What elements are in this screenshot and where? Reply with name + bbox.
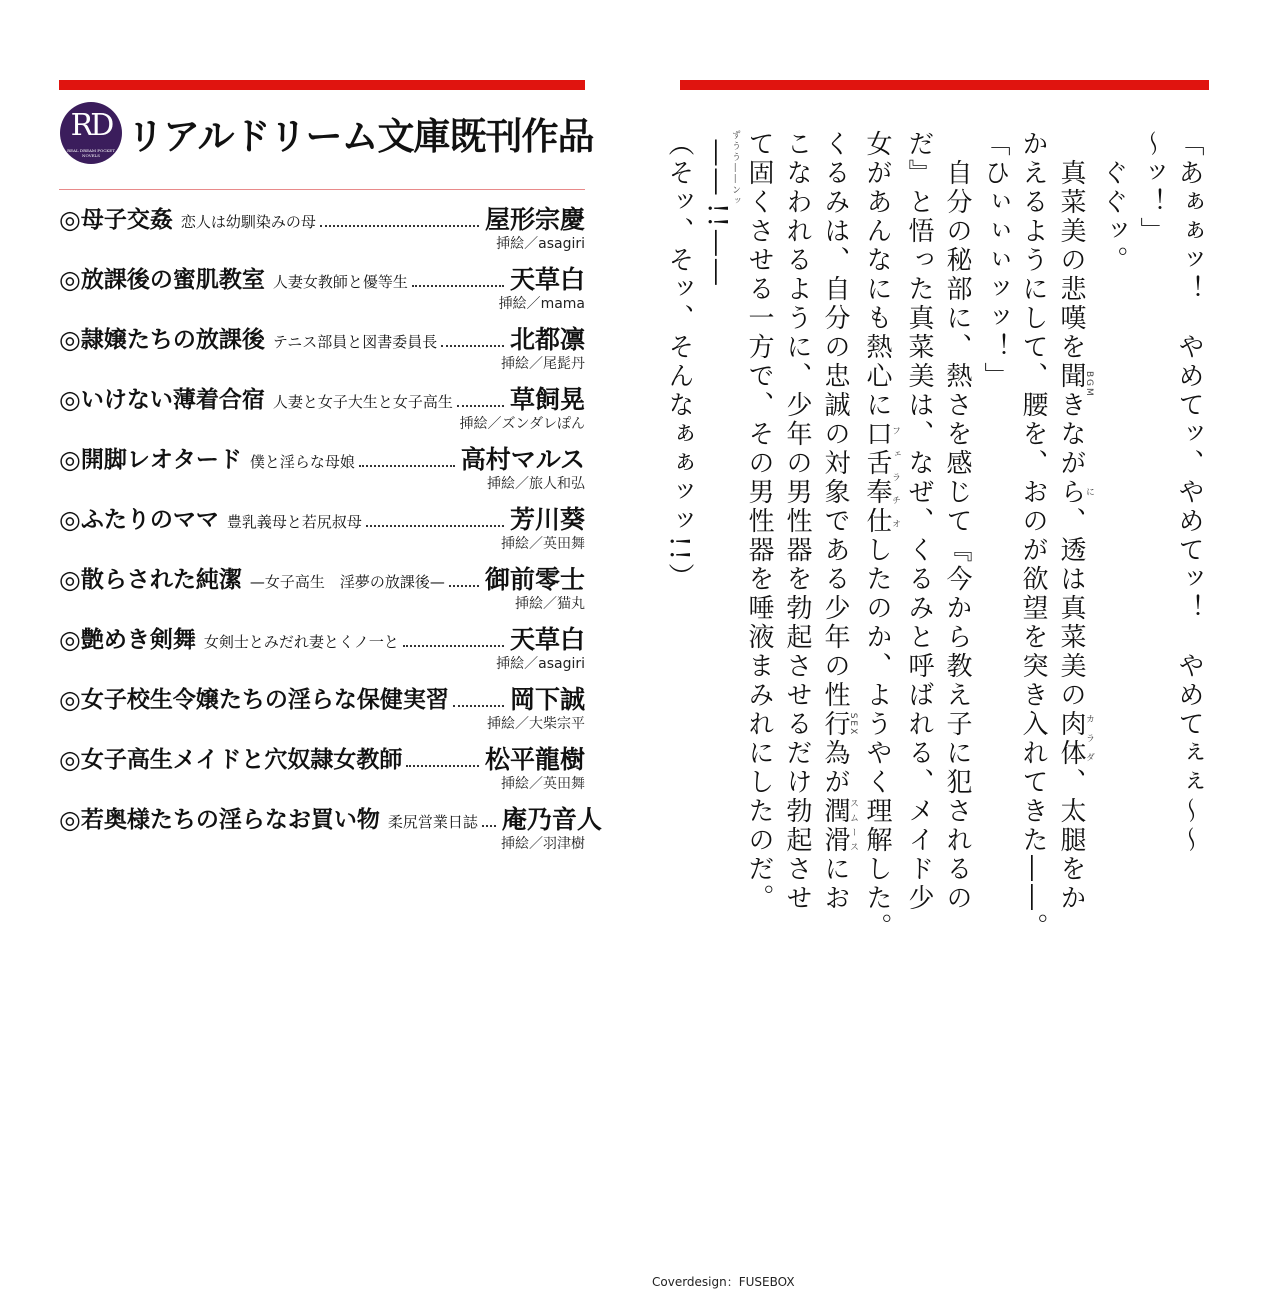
book-author: 天草白 xyxy=(509,265,585,294)
ruby-reading: SEX xyxy=(848,681,858,768)
illustrator-credit xyxy=(59,835,585,853)
leader-dots xyxy=(366,525,504,527)
text-segment: 、太腿をか xyxy=(1056,768,1086,913)
illustrator-credit xyxy=(59,775,585,793)
bullet-icon: ◎ xyxy=(59,445,81,474)
illustrator-prefix: 挿絵／ xyxy=(515,596,557,612)
leader-dots xyxy=(441,345,504,347)
illustrator-name: asagiri xyxy=(538,656,585,672)
book-title: 女子校生令嬢たちの淫らな保健実習 xyxy=(80,687,449,713)
illustrator-credit xyxy=(59,235,585,253)
text-column xyxy=(938,130,976,913)
book-title-line xyxy=(59,623,585,655)
ruby-base: 性行為 xyxy=(820,681,850,768)
book-subtitle: 恋人は幼馴染みの母 xyxy=(180,213,316,231)
bullet-icon: ◎ xyxy=(59,745,81,774)
leader-dots xyxy=(453,705,504,707)
illustrator-credit xyxy=(59,655,585,673)
book-author: 芳川葵 xyxy=(509,505,585,534)
ruby-reading: スムース xyxy=(848,797,858,855)
illustrator-name: mama xyxy=(540,296,585,312)
bullet-icon: ◎ xyxy=(59,265,81,294)
text-column xyxy=(1014,130,1052,942)
book-list xyxy=(59,203,602,863)
book-author: 御前零士 xyxy=(484,565,585,594)
illustrator-name: 猫丸 xyxy=(557,596,585,612)
book-title-line xyxy=(59,323,585,355)
book-author: 松平龍樹 xyxy=(484,745,585,774)
illustrator-name: 英田舞 xyxy=(543,536,585,552)
book-subtitle: 柔尻営業日誌 xyxy=(387,813,478,831)
book-subtitle: —女子高生 淫夢の放課後— xyxy=(249,573,445,591)
text-column xyxy=(900,130,938,913)
text-column xyxy=(1132,130,1170,870)
ruby-base: 潤滑 xyxy=(820,797,850,855)
novel-excerpt xyxy=(660,130,1208,942)
ruby-reading: フェラチオ xyxy=(890,420,900,536)
book-title-line xyxy=(59,443,585,475)
text-segment: 、透は真菜美の xyxy=(1056,507,1086,710)
illustrator-prefix: 挿絵／ xyxy=(501,836,543,852)
text-column xyxy=(858,130,900,942)
ruby-base: ―― xyxy=(702,130,732,207)
book-title: 隷嬢たちの放課後 xyxy=(80,327,265,353)
book-author: 北都凛 xyxy=(509,325,585,354)
book-entry xyxy=(59,203,585,263)
logo-letters: RD xyxy=(70,108,112,143)
text-segment: （そッ、そッ、そんなぁぁッッ!!） xyxy=(664,130,694,592)
illustrator-name: 尾髭丹 xyxy=(543,356,585,372)
ruby-base: 口舌奉仕 xyxy=(862,420,892,536)
text-segment: だ』と悟った真菜美は、なぜ、くるみと呼ばれる、メイド少 xyxy=(904,130,934,913)
ruby-word xyxy=(862,420,900,536)
book-title-line xyxy=(59,683,585,715)
illustrator-prefix: 挿絵／ xyxy=(501,776,543,792)
leader-dots xyxy=(482,825,496,827)
bullet-icon: ◎ xyxy=(59,505,81,534)
text-segment: こなわれるように、少年の男性器を勃起させるだけ勃起させ xyxy=(782,130,812,913)
text-column xyxy=(976,130,1014,870)
bullet-icon: ◎ xyxy=(59,205,81,234)
text-segment: したのか、ようやく理解した。 xyxy=(862,536,892,942)
illustrator-credit xyxy=(59,595,585,613)
book-author: 天草白 xyxy=(509,625,585,654)
bullet-icon: ◎ xyxy=(59,385,81,414)
book-author: 高村マルス xyxy=(460,445,585,474)
text-segment: ぐぐッ。 xyxy=(1098,130,1128,275)
book-title: 放課後の蜜肌教室 xyxy=(80,267,265,293)
text-segment: くるみは、自分の忠誠の対象である少年の xyxy=(820,130,850,681)
illustrator-credit xyxy=(59,415,585,433)
illustrator-prefix: 挿絵／ xyxy=(498,296,541,312)
book-title: 開脚レオタード xyxy=(80,447,242,473)
ruby-base: 聞きながら xyxy=(1056,362,1086,507)
book-title: 散らされた純潔 xyxy=(80,567,242,593)
logo-subtitle: REAL DREAM POCKET NOVELS xyxy=(67,148,115,158)
ruby-word xyxy=(820,797,858,855)
illustrator-prefix: 挿絵／ xyxy=(501,536,543,552)
book-title: 若奥様たちの淫らなお買い物 xyxy=(80,807,380,833)
book-title: 艶めき剣舞 xyxy=(80,627,196,653)
right-red-rule xyxy=(680,80,1209,90)
text-column xyxy=(740,130,778,913)
bullet-icon: ◎ xyxy=(59,625,81,654)
leader-dots xyxy=(457,405,504,407)
bullet-icon: ◎ xyxy=(59,565,81,594)
book-author: 草飼晃 xyxy=(509,385,585,414)
cover-design-credit: Coverdesign：FUSEBOX xyxy=(652,1275,795,1289)
book-subtitle: 人妻と女子大生と女子高生 xyxy=(272,393,453,411)
illustrator-prefix: 挿絵／ xyxy=(501,356,543,372)
illustrator-credit xyxy=(59,295,585,313)
book-title-line xyxy=(59,263,585,295)
left-red-rule xyxy=(59,80,585,90)
page-heading: リアルドリーム文庫既刊作品 xyxy=(127,115,594,158)
illustrator-prefix: 挿絵／ xyxy=(459,416,502,432)
bullet-icon: ◎ xyxy=(59,805,81,834)
book-title: 女子高生メイドと穴奴隷女教師 xyxy=(80,747,403,773)
illustrator-name: ズンダレぽん xyxy=(501,416,585,432)
book-title: いけない薄着合宿 xyxy=(80,387,265,413)
book-subtitle: テニス部員と図書委員長 xyxy=(272,333,438,351)
ruby-reading: カラダ xyxy=(1084,710,1094,768)
illustrator-prefix: 挿絵／ xyxy=(496,656,539,672)
bullet-icon: ◎ xyxy=(59,325,81,354)
text-column xyxy=(816,130,858,913)
text-segment: にお xyxy=(820,855,850,913)
book-entry xyxy=(59,743,585,803)
bullet-icon: ◎ xyxy=(59,685,81,714)
ruby-reading: ずうう――ンッ xyxy=(730,130,740,207)
text-segment: 「あぁぁッ！ やめてッ、やめてッ！ やめてぇぇ～～ xyxy=(1174,130,1204,855)
leader-dots xyxy=(449,585,479,587)
leader-dots xyxy=(359,465,455,467)
illustrator-prefix: 挿絵／ xyxy=(487,716,529,732)
book-entry xyxy=(59,623,585,683)
illustrator-prefix: 挿絵／ xyxy=(487,476,529,492)
illustrator-credit xyxy=(59,475,585,493)
illustrator-name: asagiri xyxy=(538,236,585,252)
illustrator-name: 羽津樹 xyxy=(543,836,585,852)
text-segment: かえるようにして、腰を、おのが欲望を突き入れてきた――。 xyxy=(1018,130,1048,942)
book-entry xyxy=(59,443,585,503)
ruby-reading: BGMに xyxy=(1084,362,1094,507)
text-segment: 真菜美の悲嘆を xyxy=(1056,130,1086,362)
illustrator-credit xyxy=(59,535,585,553)
text-column xyxy=(1052,130,1094,913)
book-subtitle: 豊乳義母と若尻叔母 xyxy=(226,513,362,531)
text-segment: 自分の秘部に、熱さを感じて『今から教え子に犯されるの xyxy=(942,130,972,913)
text-segment: 女があんなにも熱心に xyxy=(862,130,892,420)
book-subtitle: 女剣士とみだれ妻とくノ一と xyxy=(203,633,399,651)
ruby-word xyxy=(1056,362,1094,507)
leader-dots xyxy=(412,285,504,287)
book-title-line xyxy=(59,203,585,235)
book-title-line xyxy=(59,743,585,775)
illustrator-name: 英田舞 xyxy=(543,776,585,792)
book-entry xyxy=(59,323,585,383)
ruby-base: 肉体 xyxy=(1056,710,1086,768)
text-column xyxy=(778,130,816,913)
ruby-word xyxy=(1056,710,1094,768)
book-title: 母子交姦 xyxy=(80,207,173,233)
heading-divider xyxy=(59,189,585,190)
book-title-line xyxy=(59,803,602,835)
illustrator-name: 旅人和弘 xyxy=(529,476,585,492)
leader-dots xyxy=(406,765,479,767)
book-title-line xyxy=(59,383,585,415)
text-column xyxy=(1170,130,1208,870)
rd-logo xyxy=(60,102,122,164)
book-author: 屋形宗慶 xyxy=(484,205,585,234)
book-author: 庵乃音人 xyxy=(501,805,602,834)
text-segment: が xyxy=(820,768,850,797)
book-entry xyxy=(59,503,585,563)
book-entry xyxy=(59,803,602,863)
illustrator-name: 大柴宗平 xyxy=(529,716,585,732)
ruby-word xyxy=(702,130,740,207)
book-title-line xyxy=(59,503,585,535)
book-entry xyxy=(59,683,585,743)
text-segment: ～ッ！」 xyxy=(1136,130,1166,246)
book-subtitle: 人妻女教師と優等生 xyxy=(272,273,408,291)
leader-dots xyxy=(320,225,479,227)
text-segment: 「ひぃぃぃッッ！」 xyxy=(980,130,1010,391)
book-author: 岡下誠 xyxy=(509,685,585,714)
text-column xyxy=(1094,130,1132,870)
book-title: ふたりのママ xyxy=(80,507,219,533)
ruby-word xyxy=(820,681,858,768)
text-segment: て固くさせる一方で、その男性器を唾液まみれにしたのだ。 xyxy=(744,130,774,913)
book-entry xyxy=(59,263,585,323)
illustrator-prefix: 挿絵／ xyxy=(496,236,539,252)
leader-dots xyxy=(403,645,504,647)
illustrator-credit xyxy=(59,715,585,733)
illustrator-credit xyxy=(59,355,585,373)
book-title-line xyxy=(59,563,585,595)
book-entry xyxy=(59,563,585,623)
book-entry xyxy=(59,383,585,443)
text-column xyxy=(660,130,698,870)
text-segment: !!―― xyxy=(702,203,732,288)
text-column xyxy=(698,130,740,870)
book-subtitle: 僕と淫らな母娘 xyxy=(249,453,355,471)
